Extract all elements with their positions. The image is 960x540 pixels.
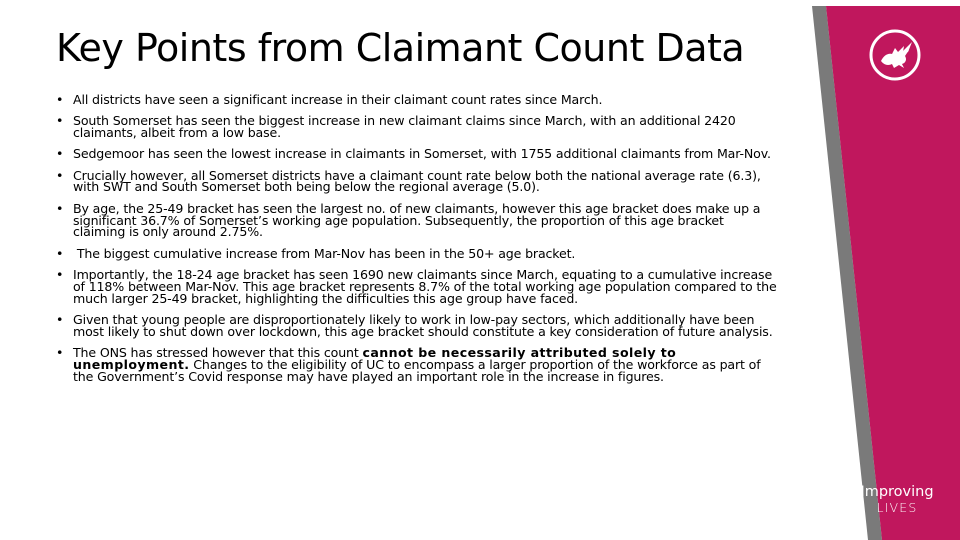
bullet-point: • Crucially however, all Somerset districts have a claimant count rate below both the national average rate (6.3), with SWT and South Somerset both being below the regional average (5.0).	[56, 170, 778, 194]
ons-intro-text: The ONS has stressed however that this count	[73, 344, 363, 360]
ons-rest-text: Changes to the eligibility of UC to encompass a larger proportion of the workforce as part of the Government’s Covid response may have played an important role in the increase in figures.	[73, 356, 761, 384]
ons-emphasis-text: cannot be necessarily attributed solely to unemployment.	[73, 344, 677, 372]
bullet-point: • By age, the 25-49 bracket has seen the largest no. of new claimants, however this age bracket does make up a significant 36.7% of Somerset’s working age population. Subsequently, the proportion of this age bracket claiming is only around 2.75%.	[56, 203, 778, 238]
bullet-point: • South Somerset has seen the biggest increase in new claimant claims since March, with an additional 2420 claimants, albeit from a low base.	[56, 115, 778, 139]
dragon-emblem-icon	[868, 28, 922, 82]
brand-line-1: Improving	[860, 484, 934, 500]
slide-title: Key Points from Claimant Count Data	[56, 26, 745, 70]
key-points-list	[56, 94, 778, 392]
bullet-point: • The biggest cumulative increase from Mar-Nov has been in the 50+ age bracket.	[56, 248, 778, 260]
brand-line-2: LIVES	[876, 500, 918, 515]
improving-lives-wordmark	[852, 484, 942, 516]
bullet-point: • Sedgemoor has seen the lowest increase in claimants in Somerset, with 1755 additional claimants from Mar-Nov.	[56, 148, 778, 160]
bullet-point-ons	[56, 344, 778, 384]
bullet-point: • All districts have seen a significant increase in their claimant count rates since March.	[56, 94, 778, 106]
bullet-point: • Importantly, the 18-24 age bracket has seen 1690 new claimants since March, equating to a cumulative increase of 118% between Mar-Nov. This age bracket represents 8.7% of the total working age population compared to the much larger 25-49 bracket, highlighting the difficulties this age group have faced.	[56, 269, 778, 304]
bullet-point: • Given that young people are disproportionately likely to work in low-pay sectors, which additionally have been most likely to shut down over lockdown, this age bracket should constitute a key consideration of future analysis.	[56, 314, 778, 338]
